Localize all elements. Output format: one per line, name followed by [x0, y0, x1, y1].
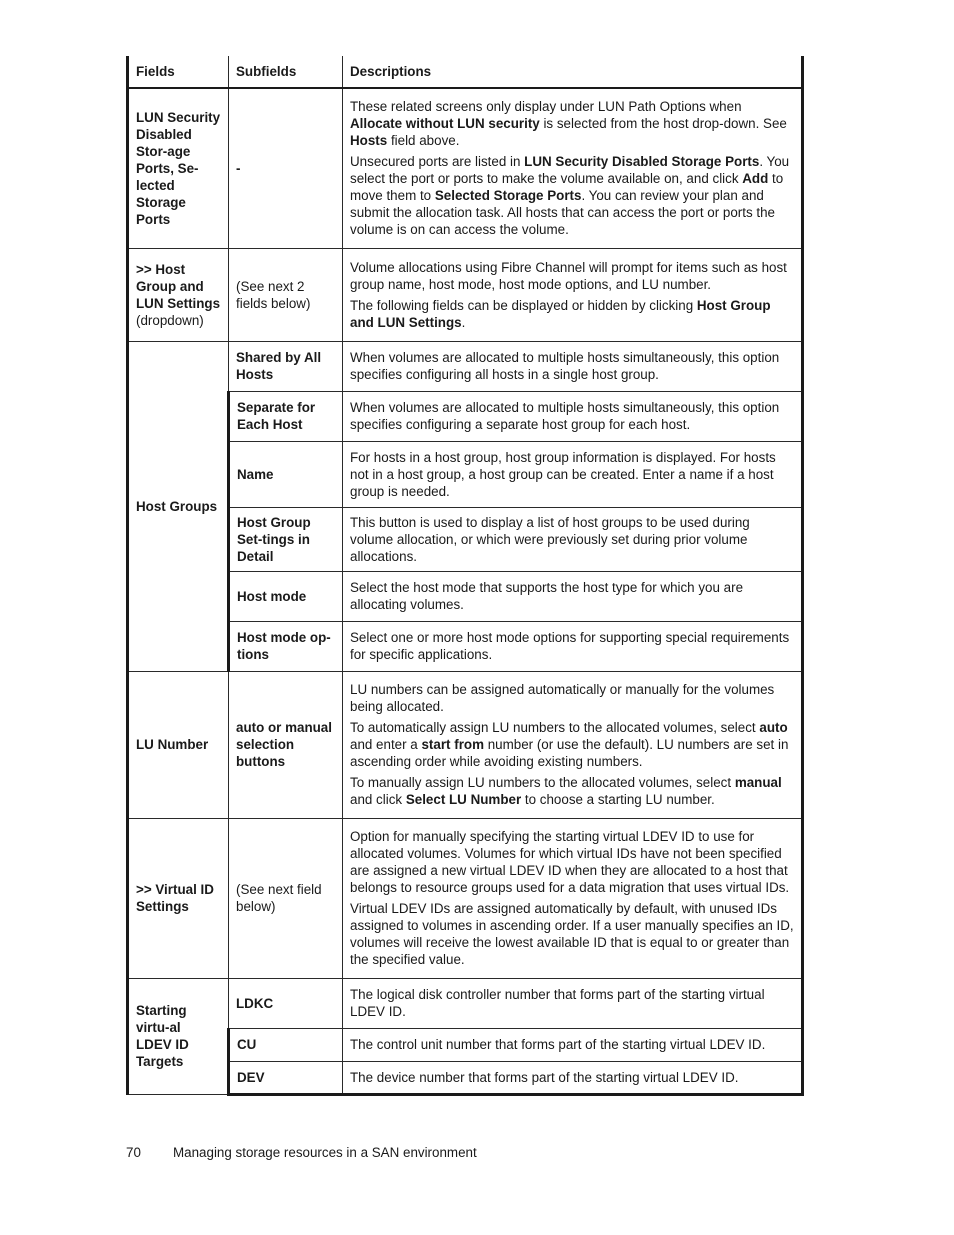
bold-term: Allocate without LUN security — [350, 116, 540, 132]
description-cell: The logical disk controller number that forms part of the starting virtual LDEV ID. — [343, 978, 803, 1028]
bold-term: manual — [734, 775, 782, 790]
text-run: . You select the port or ports to make the volume available on, and click — [350, 154, 790, 187]
bold-term: start from — [421, 737, 484, 752]
subfield-cell: (See next field below) — [229, 818, 343, 978]
description-cell — [343, 671, 803, 818]
subfield-cell: Shared by All Hosts — [229, 341, 343, 391]
table-row — [128, 978, 803, 1028]
subfield-cell: - — [229, 88, 343, 248]
field-cell: LU Number — [128, 671, 229, 818]
field-cell: Host Groups — [128, 341, 229, 671]
description-paragraph: Option for manually specifying the starting virtual LDEV ID to use for allocated volumes. Volumes for which virtual IDs have not been specified are assigned a new virtual LDEV ID when they are allocated to a host that belongs to resource groups used for a data migration that uses virtual IDs. — [350, 829, 790, 895]
description-cell: Select one or more host mode options for supporting special requirements for specific applications. — [343, 621, 803, 671]
text-run: These related screens only display under LUN Path Options when — [350, 99, 742, 115]
description-cell: Select the host mode that supports the host type for which you are allocating volumes. — [343, 571, 803, 621]
table-row — [128, 1028, 803, 1061]
text-run: The following fields can be displayed or hidden by clicking — [350, 297, 697, 313]
chapter-title: Managing storage resources in a SAN environment — [173, 1145, 477, 1160]
table-row — [128, 1061, 803, 1094]
field-cell: LUN Security Disabled Stor-age Ports, Se-lected Storage Ports — [128, 88, 229, 248]
description-paragraph — [350, 719, 794, 770]
field-label: >> Host Group and LUN Settings — [136, 261, 221, 311]
text-run: . — [461, 314, 466, 330]
subfield-cell: Host mode — [229, 571, 343, 621]
header-fields: Fields — [128, 56, 229, 88]
text-run: and enter a — [350, 737, 422, 752]
text-run: To automatically assign LU numbers to the allocated volumes, select — [350, 720, 760, 735]
description-cell — [343, 818, 803, 978]
text-run: to choose a starting LU number. — [521, 792, 715, 807]
description-paragraph: Virtual LDEV IDs are assigned automatically by default, with unused IDs assigned to volumes in ascending order. If a user manually specifies an ID, volumes will receive the lowest available ID that is equal to or greater than the specified value. — [350, 901, 794, 967]
description-paragraph — [350, 774, 794, 808]
bold-term: Add — [742, 171, 769, 187]
table-row — [128, 441, 803, 507]
field-cell — [128, 248, 229, 341]
field-cell: >> Virtual ID Settings — [128, 818, 229, 978]
description-cell: When volumes are allocated to multiple hosts simultaneously, this option specifies configuring all hosts in a single host group. — [343, 341, 803, 391]
description-paragraph: LU numbers can be assigned automatically or manually for the volumes being allocated. — [350, 682, 775, 714]
text-run: number (or use the default). LU numbers are set in ascending order while avoiding existing numbers. — [350, 737, 789, 769]
subfield-cell: auto or manual selection buttons — [229, 671, 343, 818]
table-row — [128, 88, 803, 248]
table-row — [128, 571, 803, 621]
table-row — [128, 341, 803, 391]
subfield-cell: Host Group Set-tings in Detail — [229, 507, 343, 571]
text-run: is selected from the host drop-down. See — [539, 116, 787, 132]
bold-term: auto — [759, 720, 788, 735]
text-run: field above. — [387, 133, 460, 149]
table-row — [128, 391, 803, 441]
description-cell: The device number that forms part of the starting virtual LDEV ID. — [343, 1061, 803, 1094]
text-run: To manually assign LU numbers to the allocated volumes, select — [350, 775, 735, 790]
description-cell — [343, 248, 803, 341]
text-run: Unsecured ports are listed in — [350, 154, 525, 170]
description-cell: The control unit number that forms part of the starting virtual LDEV ID. — [343, 1028, 803, 1061]
text-run: . You can review your plan and submit the allocation task. All hosts that can access the port or ports the volume is on can access the volume. — [350, 188, 776, 238]
table-row — [128, 621, 803, 671]
description-paragraph — [350, 153, 794, 238]
bold-term: Selected Storage Ports — [434, 188, 582, 204]
subfield-cell: Host mode op-tions — [229, 621, 343, 671]
text-run: to move them to — [350, 171, 784, 204]
page-footer — [126, 1145, 477, 1160]
field-suffix: (dropdown) — [136, 312, 204, 328]
subfield-cell: (See next 2 fields below) — [229, 248, 343, 341]
header-descriptions: Descriptions — [343, 56, 803, 88]
text-run: and click — [350, 792, 406, 807]
description-cell: For hosts in a host group, host group information is displayed. For hosts not in a host group, a host group can be created. Enter a name if a host group is needed. — [343, 441, 803, 507]
description-cell: When volumes are allocated to multiple hosts simultaneously, this option specifies configuring a separate host group for each host. — [343, 391, 803, 441]
subfield-cell: Separate for Each Host — [229, 391, 343, 441]
subfield-cell: LDKC — [229, 978, 343, 1028]
description-cell — [343, 88, 803, 248]
table-row — [128, 818, 803, 978]
subfield-cell: Name — [229, 441, 343, 507]
fields-table — [126, 56, 804, 1096]
subfield-cell: DEV — [229, 1061, 343, 1094]
bold-term: Hosts — [350, 133, 388, 149]
table-row — [128, 671, 803, 818]
bold-term: Select LU Number — [405, 792, 522, 807]
field-cell: Starting virtu-al LDEV ID Targets — [128, 978, 229, 1094]
description-paragraph — [350, 98, 794, 149]
description-paragraph: Volume allocations using Fibre Channel will prompt for items such as host group name, host mode, host mode options, and LU number. — [350, 259, 787, 292]
bold-term: Host Group and LUN Settings — [350, 297, 771, 330]
table-row — [128, 507, 803, 571]
description-paragraph — [350, 297, 794, 331]
subfield-cell: CU — [229, 1028, 343, 1061]
table-header-row — [128, 56, 803, 88]
bold-term: LUN Security Disabled Storage Ports — [524, 154, 760, 170]
page-number: 70 — [126, 1145, 141, 1160]
table-row — [128, 248, 803, 341]
description-cell: This button is used to display a list of host groups to be used during volume allocation, or which were previously set during prior volume allocations. — [343, 507, 803, 571]
header-subfields: Subfields — [229, 56, 343, 88]
